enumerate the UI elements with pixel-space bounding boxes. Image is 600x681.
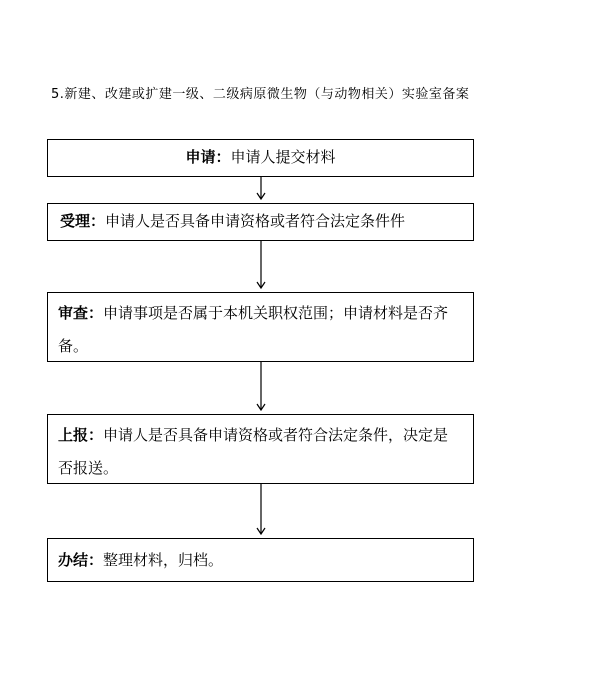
step-apply-label: 申请： xyxy=(185,148,231,166)
page-title: 5.新建、改建或扩建一级、二级病原微生物（与动物相关）实验室备案 xyxy=(51,87,470,102)
step-accept-label: 受理： xyxy=(60,212,106,230)
step-complete-text: 整理材料，归档。 xyxy=(103,551,224,569)
step-report-label: 上报： xyxy=(58,426,104,444)
step-review-text: 申请事项是否属于本机关职权范围；申请材料是否齐备。 xyxy=(58,304,449,355)
step-review-label: 审查： xyxy=(58,304,104,322)
step-apply-text: 申请人提交材料 xyxy=(230,148,336,166)
step-complete-label: 办结： xyxy=(58,551,104,569)
step-accept-text: 申请人是否具备申请资格或者符合法定条件件 xyxy=(105,212,406,230)
step-report-text: 申请人是否具备申请资格或者符合法定条件，决定是否报送。 xyxy=(58,426,449,477)
